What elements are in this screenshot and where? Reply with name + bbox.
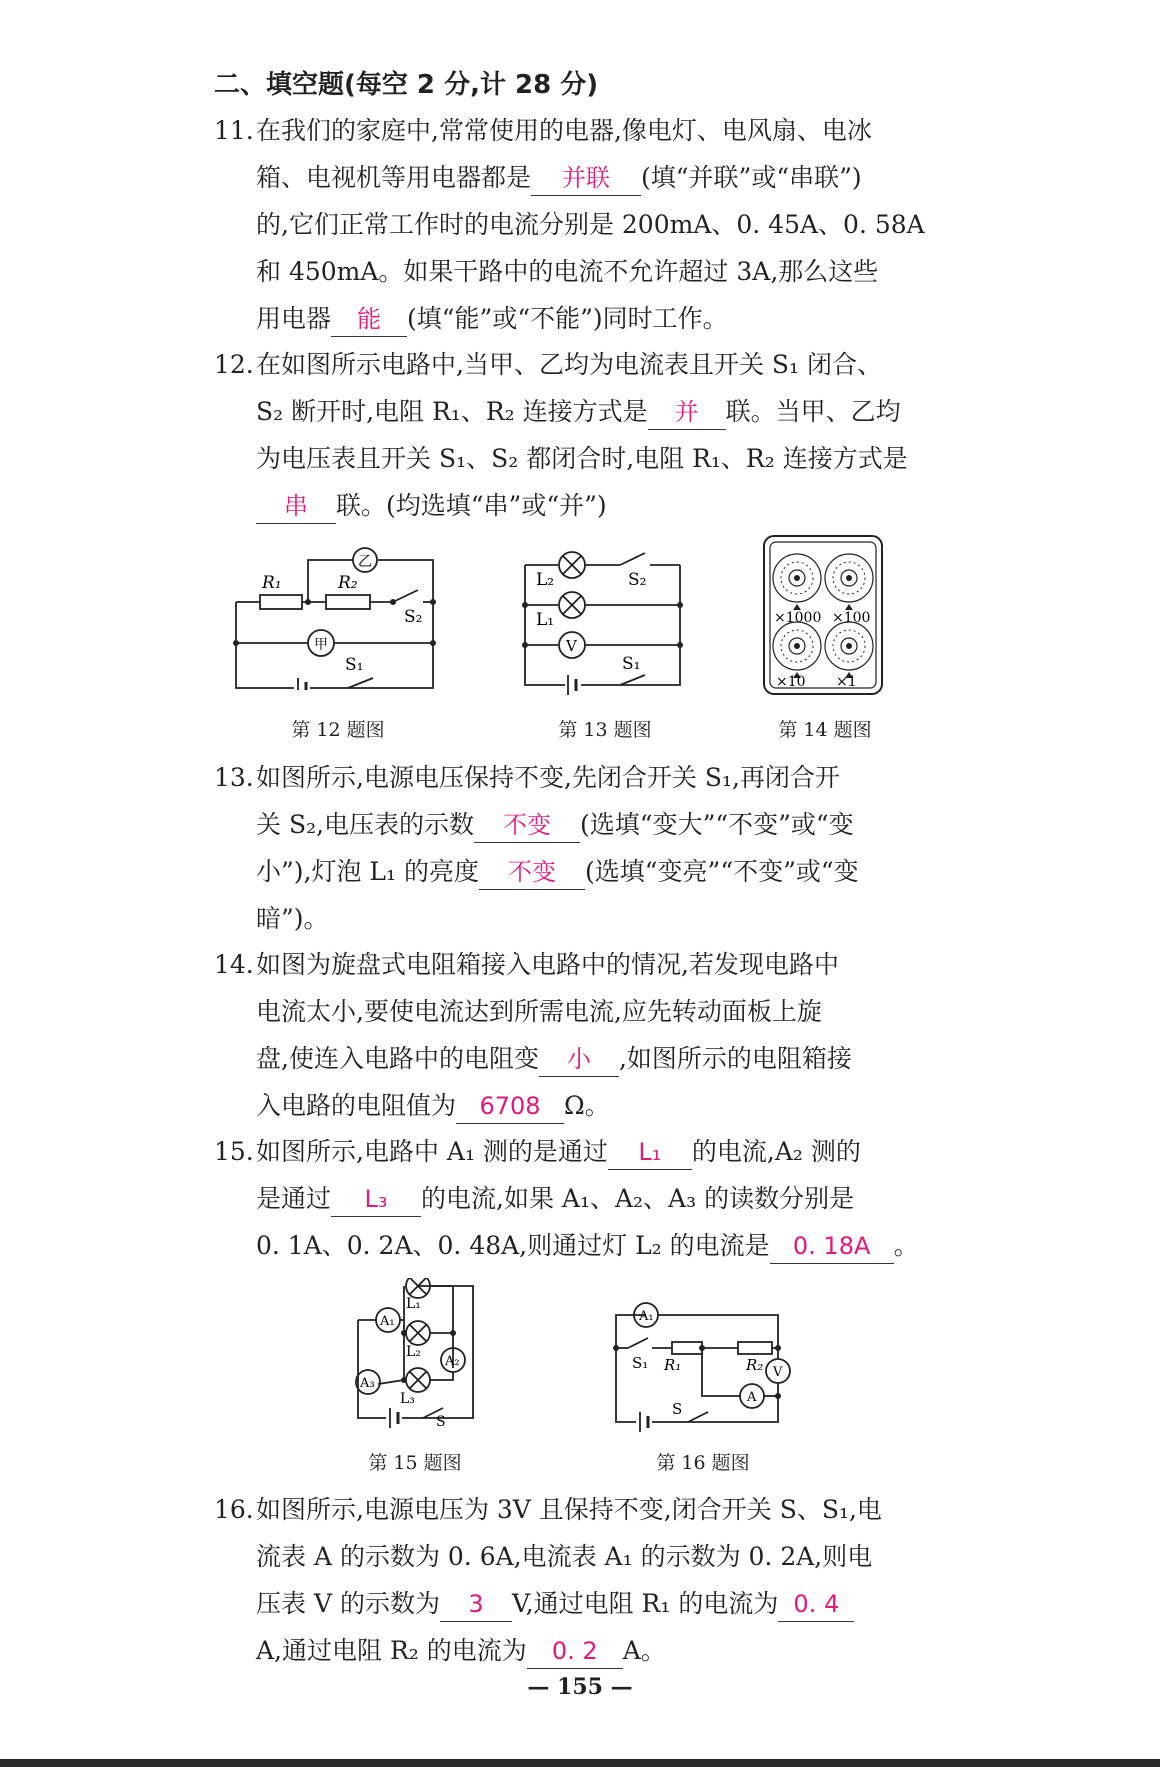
answer-blank: 3	[440, 1587, 512, 1622]
caption-figure-13: 第 13 题图	[558, 719, 652, 741]
q16-line4	[214, 1627, 934, 1674]
label-x1000: ×1000	[774, 610, 822, 626]
label-a1: A₁	[380, 1314, 395, 1329]
q14-line2: 电流太小,要使电流达到所需电流,应先转动面板上旋	[256, 997, 822, 1026]
q15-text: 的电流,如果 A₁、A₂、A₃ 的读数分别是	[421, 1184, 855, 1213]
label-s2: S₂	[628, 570, 647, 590]
q16-line3	[214, 1580, 934, 1627]
q14-text: Ω。	[564, 1091, 610, 1120]
label-a3: A₃	[360, 1376, 375, 1391]
label-yi: 乙	[358, 554, 372, 570]
q12-line3: 为电压表且开关 S₁、S₂ 都闭合时,电阻 R₁、R₂ 连接方式是	[256, 444, 908, 473]
q12-line4	[214, 482, 934, 529]
section-title: 二、填空题(每空 2 分,计 28 分)	[214, 70, 599, 100]
q11-text: (填“能”或“不能”)同时工作。	[407, 304, 728, 333]
answer-blank: L₁	[608, 1135, 692, 1170]
q16-text: A。	[622, 1636, 666, 1665]
q11-line1: 在我们的家庭中,常常使用的电器,像电灯、电风扇、电冰	[256, 116, 872, 145]
q12-text: 联。当甲、乙均	[725, 397, 901, 426]
label-v: V	[773, 1365, 783, 1380]
question-12	[214, 341, 934, 529]
q12-text: S₂ 断开时,电阻 R₁、R₂ 连接方式是	[256, 397, 648, 426]
q12-line2	[214, 388, 934, 435]
q14-text: 入电路的电阻值为	[256, 1091, 457, 1120]
q11-text: 用电器	[256, 304, 332, 333]
q16-text: A,通过电阻 R₂ 的电流为	[256, 1636, 527, 1665]
label-l2: L₂	[406, 1344, 421, 1360]
answer-blank: L₃	[331, 1182, 421, 1217]
answer-blank: 能	[331, 302, 407, 337]
q13-line1: 如图所示,电源电压保持不变,先闭合开关 S₁,再闭合开	[256, 763, 840, 792]
label-s1: S₁	[632, 1354, 649, 1372]
figure-13-circuit	[510, 545, 710, 695]
label-l1: L₁	[406, 1296, 421, 1312]
question-16	[214, 1486, 934, 1674]
label-r2: R₂	[746, 1356, 764, 1374]
answer-blank: 串	[256, 489, 336, 524]
label-x1: ×1	[836, 674, 857, 690]
q11-line2	[214, 154, 934, 201]
q15-text: 如图所示,电路中 A₁ 测的是通过	[256, 1137, 608, 1166]
caption-figure-14: 第 14 题图	[778, 719, 872, 741]
figure-16-circuit	[608, 1300, 798, 1432]
question-number: 15.	[214, 1137, 254, 1166]
label-a: A	[747, 1390, 757, 1405]
q13-text: (选填“变大”“不变”或“变	[580, 810, 854, 839]
question-number: 11.	[214, 116, 254, 145]
q12-text: 联。(均选填“串”或“并”)	[336, 491, 607, 520]
q13-text: (选填“变亮”“不变”或“变	[585, 857, 859, 886]
question-15	[214, 1128, 934, 1269]
figure-14-resistance-box	[762, 534, 884, 696]
question-number: 12.	[214, 350, 254, 379]
q11-line3: 的,它们正常工作时的电流分别是 200mA、0. 45A、0. 58A	[256, 210, 925, 239]
label-a1: A₁	[639, 1309, 654, 1324]
q11-text: 箱、电视机等用电器都是	[256, 163, 532, 192]
question-number: 13.	[214, 763, 254, 792]
label-jia: 甲	[314, 637, 328, 653]
label-s1: S₁	[345, 655, 364, 675]
label-a2: A₂	[445, 1354, 460, 1369]
q14-line1: 如图为旋盘式电阻箱接入电路中的情况,若发现电路中	[256, 950, 839, 979]
figure-12-circuit	[228, 540, 448, 690]
bottom-bar	[0, 1759, 1160, 1767]
question-number: 16.	[214, 1495, 254, 1524]
question-13	[214, 754, 934, 942]
label-s1: S₁	[622, 654, 641, 674]
label-l1: L₁	[536, 610, 555, 630]
q14-text: 盘,使连入电路中的电阻变	[256, 1044, 539, 1073]
label-s2: S₂	[404, 607, 423, 627]
q13-text: 关 S₂,电压表的示数	[256, 810, 475, 839]
q15-text: 。	[893, 1231, 919, 1260]
q15-text: 是通过	[256, 1184, 332, 1213]
answer-blank: 并联	[531, 161, 641, 196]
q16-line2: 流表 A 的示数为 0. 6A,电流表 A₁ 的示数为 0. 2A,则电	[256, 1542, 873, 1571]
answer-blank: 不变	[479, 855, 585, 890]
label-s: S	[436, 1414, 446, 1428]
q15-line1	[214, 1128, 934, 1175]
q14-line3	[214, 1035, 934, 1082]
q12-line1: 在如图所示电路中,当甲、乙均为电流表且开关 S₁ 闭合、	[256, 350, 882, 379]
label-r2: R₂	[338, 573, 358, 593]
label-l3: L₃	[400, 1391, 415, 1407]
label-r1: R₁	[664, 1356, 682, 1374]
label-s: S	[672, 1400, 683, 1418]
q15-text: 0. 1A、0. 2A、0. 48A,则通过灯 L₂ 的电流是	[256, 1231, 770, 1260]
answer-blank: 0. 18A	[770, 1229, 894, 1264]
q13-line3	[214, 848, 934, 895]
q11-text: (填“并联”或“串联”)	[641, 163, 862, 192]
caption-figure-12: 第 12 题图	[291, 719, 385, 741]
answer-blank: 6708	[456, 1089, 564, 1124]
answer-blank: 不变	[474, 808, 580, 843]
label-x100: ×100	[832, 610, 871, 626]
answer-blank: 并	[648, 395, 726, 430]
label-l2: L₂	[536, 570, 555, 590]
q11-line5	[214, 295, 934, 342]
answer-blank: 0. 2	[527, 1634, 623, 1669]
q15-text: 的电流,A₂ 测的	[691, 1137, 861, 1166]
q16-text: V,通过电阻 R₁ 的电流为	[511, 1589, 779, 1618]
q13-line4: 暗”)。	[256, 904, 329, 933]
label-x10: ×10	[776, 674, 806, 690]
answer-blank: 小	[539, 1042, 619, 1077]
q16-text: 压表 V 的示数为	[256, 1589, 440, 1618]
figure-15-circuit	[348, 1278, 483, 1428]
q16-line1: 如图所示,电源电压为 3V 且保持不变,闭合开关 S、S₁,电	[256, 1495, 882, 1524]
q13-text: 小”),灯泡 L₁ 的亮度	[256, 857, 479, 886]
label-v: V	[566, 637, 577, 655]
q15-line2	[214, 1175, 934, 1222]
q13-line2	[214, 801, 934, 848]
q15-line3	[214, 1222, 934, 1269]
question-11	[214, 107, 934, 342]
q14-text: ,如图所示的电阻箱接	[618, 1044, 852, 1073]
answer-blank: 0. 4	[778, 1587, 854, 1622]
q14-line4	[214, 1082, 934, 1129]
caption-figure-15: 第 15 题图	[368, 1452, 462, 1474]
question-number: 14.	[214, 950, 254, 979]
page-number: — 155 —	[527, 1674, 633, 1700]
q11-line4: 和 450mA。如果干路中的电流不允许超过 3A,那么这些	[256, 257, 879, 286]
question-14	[214, 941, 934, 1129]
label-r1: R₁	[262, 573, 282, 593]
caption-figure-16: 第 16 题图	[656, 1452, 750, 1474]
